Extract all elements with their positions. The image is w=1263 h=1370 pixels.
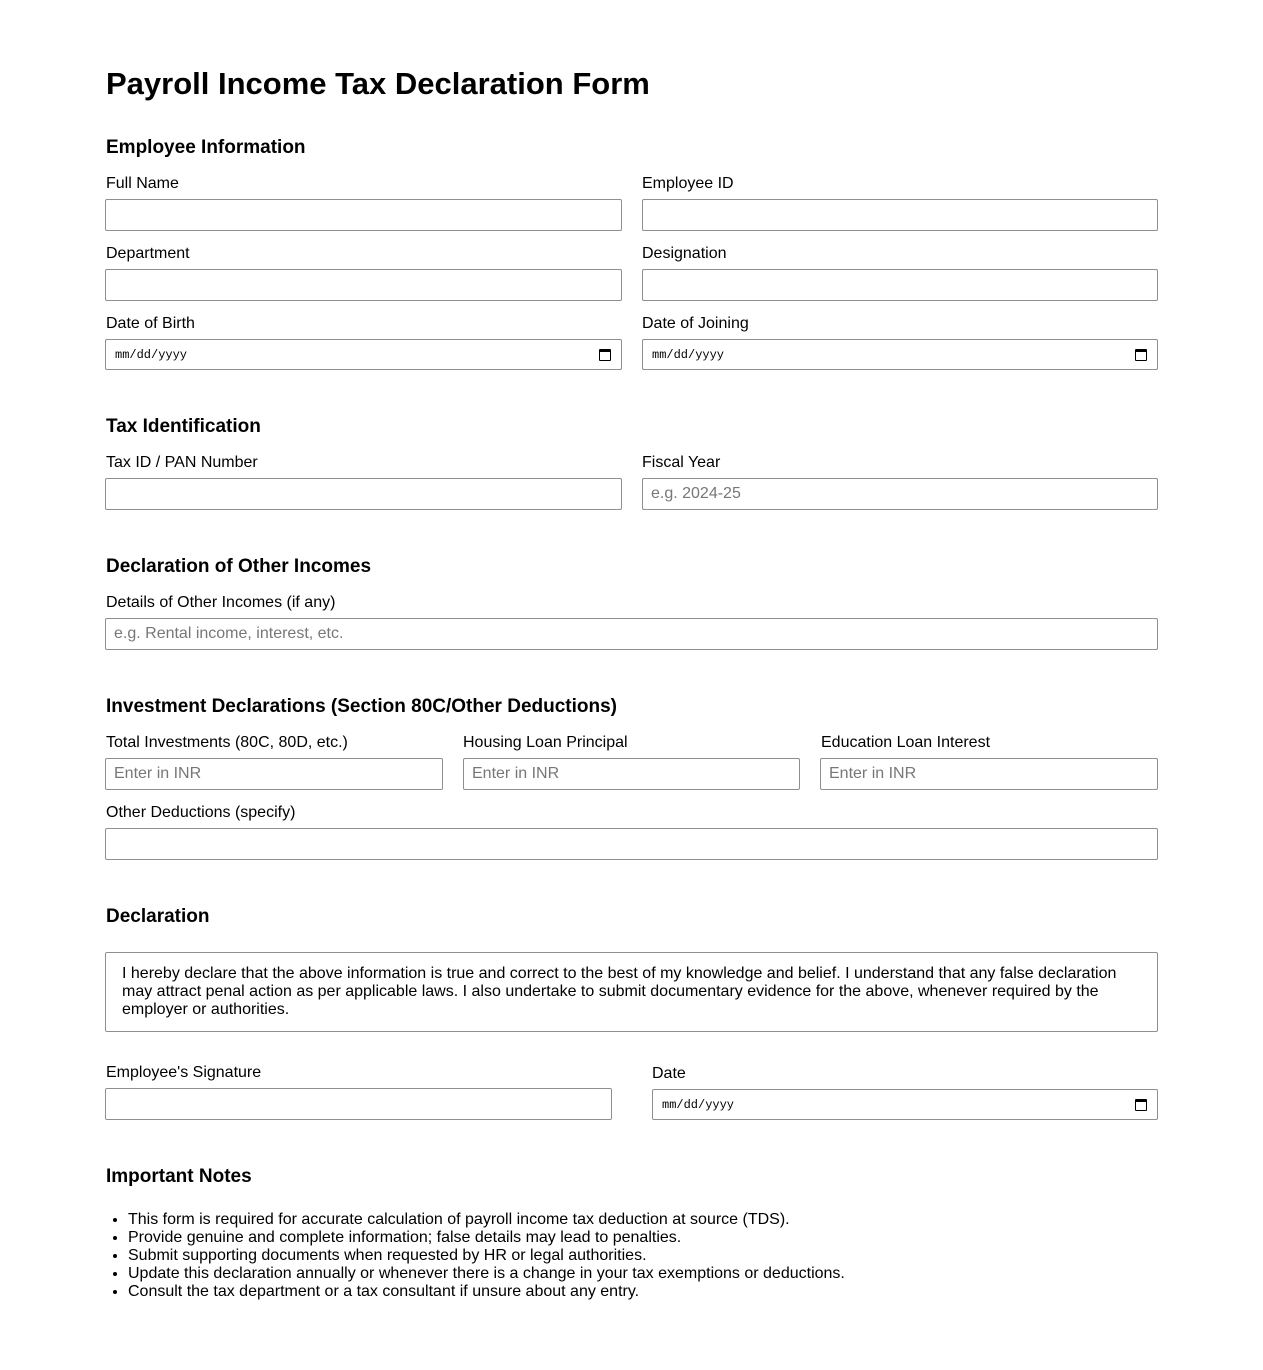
other-incomes-label: Details of Other Incomes (if any)	[106, 594, 336, 611]
designation-label: Designation	[642, 245, 727, 262]
housing-loan-label: Housing Loan Principal	[463, 734, 628, 751]
date-input[interactable]	[652, 1089, 1158, 1120]
employee-id-input[interactable]	[642, 199, 1158, 231]
date-of-birth-input[interactable]	[105, 339, 622, 370]
calendar-icon[interactable]	[599, 349, 611, 361]
important-notes-list	[106, 1211, 1166, 1301]
date-of-birth-label: Date of Birth	[106, 315, 195, 332]
date-label: Date	[652, 1065, 686, 1082]
section-heading-employee-information: Employee Information	[106, 137, 306, 158]
employee-id-label: Employee ID	[642, 175, 734, 192]
declaration-text: I hereby declare that the above information is true and correct to the best of my knowledge and belief. I understand that any false declaration may attract penal action as per applicable laws. I also undertake to submit documentary evidence for the above, whenever required by the employer or authorities.	[122, 965, 1117, 1018]
declaration-text-box	[105, 952, 1158, 1032]
designation-input[interactable]	[642, 269, 1158, 301]
total-investments-input[interactable]	[105, 758, 443, 790]
list-item: • Consult the tax department or a tax consultant if unsure about any entry.	[128, 1283, 1166, 1301]
tax-id-input[interactable]	[105, 478, 622, 510]
education-loan-label: Education Loan Interest	[821, 734, 991, 751]
date-of-joining-value: mm/dd/yyyy	[652, 347, 725, 362]
department-input[interactable]	[105, 269, 622, 301]
signature-input[interactable]	[105, 1088, 612, 1120]
list-item: • This form is required for accurate calculation of payroll income tax deduction at source (TDS).	[128, 1211, 1166, 1229]
date-of-joining-input[interactable]	[642, 339, 1158, 370]
other-incomes-input[interactable]	[105, 618, 1158, 650]
date-of-joining-label: Date of Joining	[642, 315, 749, 332]
signature-label: Employee's Signature	[106, 1064, 262, 1081]
date-value: mm/dd/yyyy	[662, 1097, 735, 1112]
list-item: • Update this declaration annually or whenever there is a change in your tax exemptions or deductions.	[128, 1265, 1166, 1283]
section-heading-tax-identification: Tax Identification	[106, 416, 261, 437]
section-heading-other-incomes: Declaration of Other Incomes	[106, 556, 372, 577]
tax-id-label: Tax ID / PAN Number	[106, 454, 258, 471]
department-label: Department	[106, 245, 190, 262]
section-heading-declaration: Declaration	[106, 906, 210, 927]
full-name-input[interactable]	[105, 199, 622, 231]
calendar-icon[interactable]	[1135, 349, 1147, 361]
list-item: • Submit supporting documents when requested by HR or legal authorities.	[128, 1247, 1166, 1265]
other-deductions-input[interactable]	[105, 828, 1158, 860]
full-name-label: Full Name	[106, 175, 179, 192]
section-heading-important-notes: Important Notes	[106, 1166, 252, 1187]
section-heading-investments: Investment Declarations (Section 80C/Other Deductions)	[106, 696, 618, 717]
date-of-birth-value: mm/dd/yyyy	[115, 347, 188, 362]
page-title: Payroll Income Tax Declaration Form	[106, 66, 650, 101]
housing-loan-input[interactable]	[463, 758, 800, 790]
other-deductions-label: Other Deductions (specify)	[106, 804, 296, 821]
education-loan-input[interactable]	[820, 758, 1158, 790]
total-investments-label: Total Investments (80C, 80D, etc.)	[106, 734, 348, 751]
fiscal-year-label: Fiscal Year	[642, 454, 721, 471]
list-item: • Provide genuine and complete information; false details may lead to penalties.	[128, 1229, 1166, 1247]
calendar-icon[interactable]	[1135, 1099, 1147, 1111]
fiscal-year-input[interactable]	[642, 478, 1158, 510]
